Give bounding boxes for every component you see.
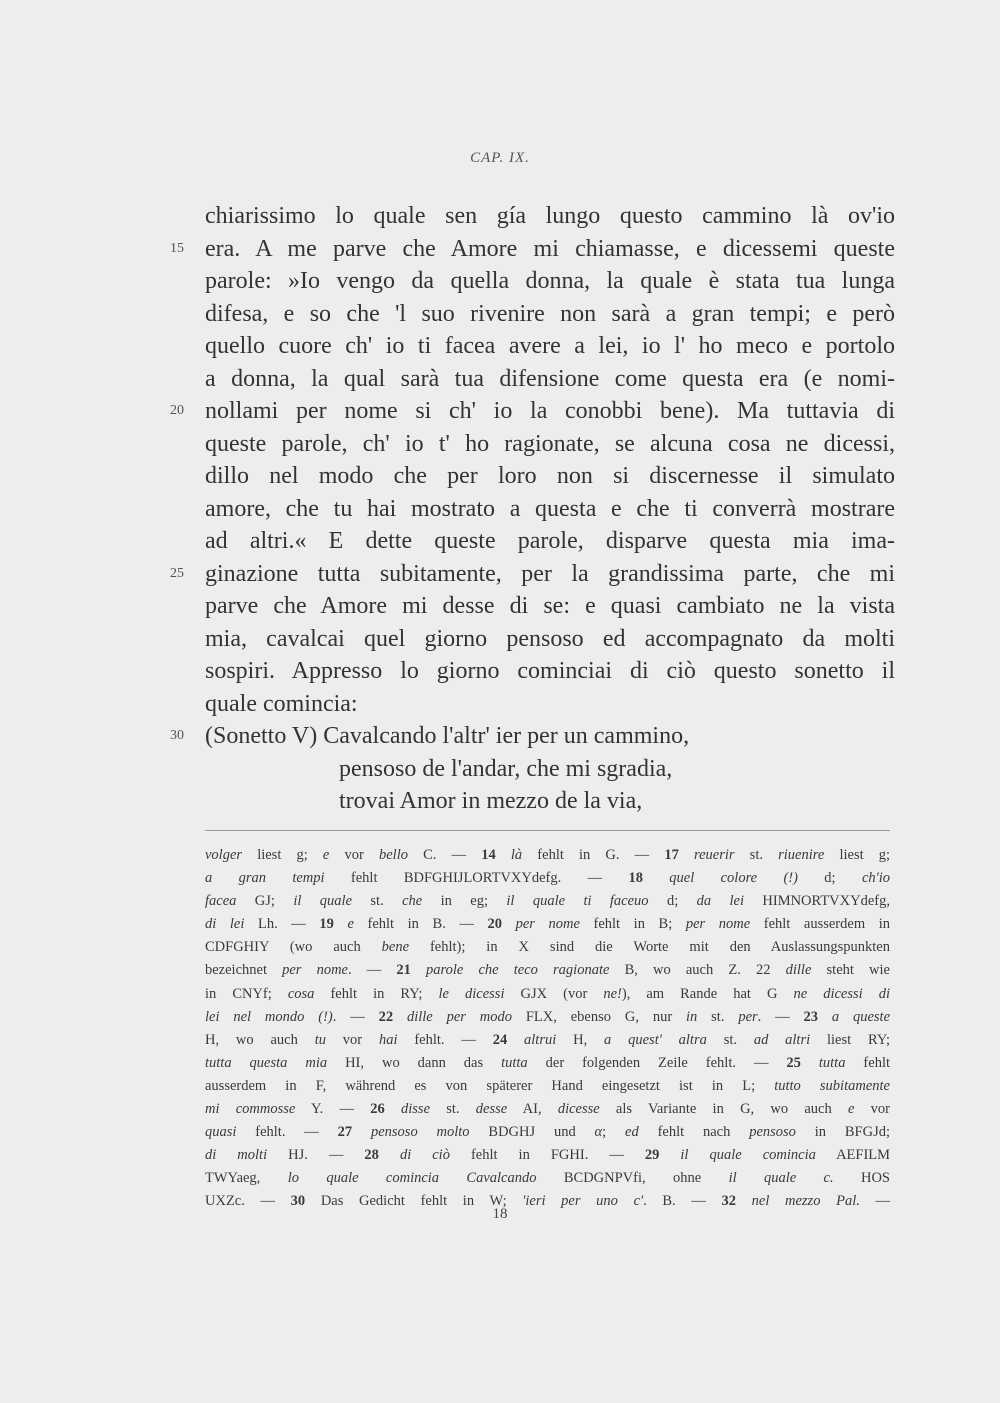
apparatus-line-ref: 28 — [364, 1147, 379, 1164]
apparatus-segment: HJ. — — [267, 1147, 365, 1164]
apparatus-segment — [411, 962, 426, 978]
apparatus-segment: e — [347, 916, 354, 933]
prose-line: queste parole, ch' io t' ho ragionate, se alcuna cosa ne dicessi, — [205, 430, 895, 457]
apparatus-segment: in CNYf; — [205, 985, 288, 1002]
apparatus-segment: lo quale comincia Cavalcando — [287, 1170, 537, 1187]
apparatus-line-ref: 22 — [378, 1008, 394, 1025]
apparatus-segment — [385, 1101, 401, 1117]
apparatus-segment: HOS — [833, 1170, 890, 1187]
apparatus-segment: dille — [785, 962, 812, 979]
apparatus-segment: st. — [352, 893, 403, 910]
apparatus-segment: st. — [697, 1008, 739, 1025]
apparatus-segment: dille per modo — [406, 1008, 512, 1025]
apparatus-segment: liest RY; — [810, 1031, 891, 1048]
prose-line — [170, 558, 895, 591]
apparatus-segment: fehlt in B. — — [353, 916, 488, 933]
apparatus-segment: BCDGNPVfi, ohne — [536, 1170, 729, 1187]
apparatus-segment: Y. — — [295, 1101, 371, 1118]
apparatus-line-ref: 27 — [337, 1124, 353, 1141]
apparatus-segment: d; — [648, 893, 697, 910]
apparatus-segment: quasi — [205, 1124, 237, 1141]
page-number: 18 — [492, 1206, 508, 1222]
apparatus-segment: . — — [348, 962, 397, 979]
apparatus-segment: in eg; — [422, 893, 507, 910]
apparatus-line-ref: 21 — [396, 962, 411, 979]
apparatus-segment: parole che teco ragionate — [426, 962, 610, 979]
apparatus-segment: TWYaeg, — [205, 1170, 288, 1187]
apparatus-segment: di ciò — [399, 1147, 450, 1164]
apparatus-line — [205, 867, 890, 890]
apparatus-segment: nel mezzo Pal. — [751, 1193, 860, 1210]
prose-line-text: era. A me parve che Amore mi chiamasse, e dicessemi queste — [205, 235, 895, 262]
prose-line: ad altri.« E dette queste parole, disparve questa mia ima- — [205, 528, 895, 554]
prose-line: mia, cavalcai quel giorno pensoso ed accompagnato da molti — [205, 625, 895, 652]
apparatus-line — [205, 1029, 890, 1052]
apparatus-segment — [659, 1147, 680, 1163]
apparatus-segment: steht wie — [811, 962, 890, 979]
apparatus-segment: desse — [475, 1101, 508, 1118]
apparatus-line-ref: 30 — [290, 1193, 306, 1210]
apparatus-segment: fehlt in FGHI. — — [449, 1147, 645, 1164]
footnote-separator — [205, 830, 890, 831]
apparatus-segment: volger — [205, 847, 243, 863]
prose-line: difesa, e so che 'l suo rivenire non sarà a gran tempi; e però — [205, 300, 895, 327]
apparatus-segment: der folgenden Zeile fehlt. — — [527, 1054, 787, 1071]
apparatus-segment: . — — [757, 1008, 804, 1025]
apparatus-line — [205, 913, 890, 936]
apparatus-line — [205, 983, 890, 1006]
apparatus-segment: ne dicessi di — [793, 985, 890, 1002]
apparatus-segment: vor — [325, 1031, 379, 1048]
prose-line: sospiri. Appresso lo giorno cominciai di ciò questo sonetto il — [205, 658, 895, 684]
apparatus-segment — [643, 870, 669, 886]
apparatus-segment: per nome — [685, 916, 751, 933]
apparatus-segment: ed — [625, 1124, 639, 1141]
apparatus-line — [205, 1098, 890, 1121]
apparatus-segment: in — [686, 1008, 698, 1025]
apparatus-segment: α — [594, 1124, 603, 1141]
apparatus-segment: CDFGHIY (wo auch — [205, 939, 382, 956]
apparatus-segment: a gran tempi — [205, 870, 325, 887]
apparatus-line-ref: 26 — [370, 1101, 385, 1118]
apparatus-line-ref: 29 — [644, 1147, 660, 1164]
apparatus-line-ref: 24 — [492, 1031, 508, 1048]
apparatus-segment: che — [402, 893, 423, 910]
apparatus-segment: st. — [706, 1031, 754, 1048]
apparatus-segment: tutta questa mia — [205, 1054, 328, 1071]
apparatus-line — [205, 844, 890, 867]
apparatus-segment: bello — [378, 847, 408, 863]
apparatus-segment: UXZc. — — [205, 1193, 291, 1210]
apparatus-segment: dicesse — [557, 1101, 600, 1118]
apparatus-segment: disse — [401, 1101, 430, 1118]
apparatus-segment: riuenire — [778, 847, 825, 863]
apparatus-segment: ne! — [603, 985, 622, 1002]
apparatus-segment: st. — [430, 1101, 476, 1118]
apparatus-line-ref: 32 — [721, 1193, 736, 1210]
apparatus-line — [205, 1121, 890, 1144]
sonnet-label: (Sonetto V) — [205, 723, 318, 749]
apparatus-segment: e — [847, 1101, 855, 1118]
apparatus-segment: fehlt BDFGHIJLORTVXYdefg. — — [324, 870, 629, 887]
verse-line: trovai Amor in mezzo de la via, — [339, 788, 643, 814]
apparatus-segment: ), am Rande hat G — [621, 985, 794, 1002]
apparatus-segment: là — [510, 847, 523, 863]
apparatus-segment: 'ieri per uno c' — [522, 1193, 644, 1210]
prose-line — [170, 233, 895, 266]
apparatus-segment: vor — [854, 1101, 890, 1118]
apparatus-segment: . — — [332, 1008, 379, 1025]
apparatus-segment: Das Gedicht fehlt in W; — [305, 1193, 523, 1210]
prose-line: quale comincia: — [205, 690, 358, 717]
apparatus-segment: ch'io — [861, 870, 891, 887]
apparatus-segment: B, wo auch Z. 22 — [609, 962, 786, 979]
apparatus-segment: fehlt nach — [638, 1124, 750, 1141]
apparatus-segment: C. — — [407, 847, 482, 863]
apparatus-segment: st. — [734, 847, 779, 863]
apparatus-segment — [801, 1055, 819, 1071]
apparatus-segment: AEFILM — [815, 1147, 891, 1164]
apparatus-line-ref: 20 — [487, 916, 502, 933]
apparatus-segment: in BFGJd; — [795, 1124, 890, 1141]
apparatus-segment: le dicessi — [438, 985, 505, 1002]
prose-line-text: ginazione tutta subitamente, per la grandissima parte, che mi — [205, 560, 895, 587]
apparatus-segment: il quale comincia — [680, 1147, 816, 1164]
apparatus-line — [205, 1052, 890, 1075]
prose-line: parve che Amore mi desse di se: e quasi cambiato ne la vista — [205, 593, 895, 619]
apparatus-segment: di lei — [205, 916, 245, 933]
apparatus-segment: tutto subitamente — [774, 1077, 890, 1094]
apparatus-segment: AI, — [507, 1101, 558, 1118]
apparatus-line — [205, 1167, 890, 1190]
apparatus-line — [205, 1006, 890, 1029]
apparatus-segment — [334, 916, 348, 932]
apparatus-line — [205, 890, 890, 913]
apparatus-segment: a quest' altra — [604, 1031, 707, 1048]
apparatus-segment: fehlt — [845, 1054, 890, 1071]
apparatus-segment: liest g; — [824, 847, 891, 863]
line-number: 25 — [170, 565, 184, 581]
apparatus-segment: pensoso molto — [370, 1124, 470, 1141]
apparatus-segment: Lh. — — [244, 916, 320, 933]
verse-line — [170, 720, 895, 753]
apparatus-segment: fehlt. — — [397, 1031, 493, 1048]
prose-line: chiarissimo lo quale sen gía lungo questo cammino là ov'io — [205, 203, 895, 229]
apparatus-segment: per — [738, 1008, 758, 1025]
apparatus-line — [205, 1144, 890, 1167]
apparatus-segment: bezeichnet — [205, 962, 283, 979]
apparatus-segment: vor — [329, 847, 379, 863]
apparatus-segment: il quale — [293, 893, 353, 910]
apparatus-segment: GJX (vor — [504, 985, 604, 1002]
apparatus-segment: di molti — [205, 1147, 268, 1164]
apparatus-segment: fehlt ausserdem in — [750, 916, 890, 933]
apparatus-segment: ausserdem in F, während es von späterer Hand eingesetzt ist in L; — [205, 1077, 775, 1094]
apparatus-segment: e — [322, 847, 330, 863]
apparatus-segment: da lei — [696, 893, 744, 910]
apparatus-segment: per nome — [282, 962, 348, 979]
verse-line: pensoso de l'andar, che mi sgradia, — [339, 755, 673, 782]
apparatus-segment — [507, 1032, 524, 1048]
apparatus-segment: fehlt in B; — [579, 916, 686, 933]
apparatus-segment — [393, 1009, 407, 1025]
apparatus-segment — [818, 1009, 832, 1025]
apparatus-segment: FLX, ebenso G, nur — [512, 1008, 687, 1025]
apparatus-line-ref: 19 — [319, 916, 334, 933]
apparatus-segment: GJ; — [236, 893, 294, 910]
prose-line: a donna, la qual sarà tua difensione come questa era (e nomi- — [205, 365, 895, 392]
apparatus-segment: tutta — [501, 1054, 528, 1071]
apparatus-segment: liest g; — [242, 847, 323, 863]
critical-apparatus — [205, 844, 890, 1214]
prose-line: parole: »Io vengo da quella donna, la quale è stata tua lunga — [205, 268, 895, 294]
apparatus-segment: il quale ti faceuo — [506, 893, 649, 910]
apparatus-segment: reuerir — [693, 847, 735, 863]
apparatus-segment: cosa — [287, 985, 315, 1002]
apparatus-segment: pensoso — [749, 1124, 796, 1141]
apparatus-segment: il quale c. — [728, 1170, 834, 1187]
apparatus-segment: — — [859, 1193, 891, 1210]
apparatus-segment: fehlt. — — [236, 1124, 338, 1141]
apparatus-line — [205, 959, 890, 982]
apparatus-segment — [496, 847, 511, 863]
apparatus-segment: tu — [314, 1031, 326, 1048]
apparatus-segment: fehlt in G. — — [522, 847, 665, 863]
apparatus-line-ref: 14 — [481, 847, 496, 863]
prose-line: amore, che tu hai mostrato a questa e che ti converrà mostrare — [205, 495, 895, 522]
apparatus-segment: BDGHJ und — [469, 1124, 595, 1141]
apparatus-segment: . B. — — [643, 1193, 722, 1210]
apparatus-segment: bene — [381, 939, 410, 956]
apparatus-segment: ad altri — [753, 1031, 811, 1048]
apparatus-segment: ; — [602, 1124, 626, 1141]
apparatus-line-ref: 23 — [803, 1008, 818, 1025]
apparatus-line-ref: 18 — [628, 870, 643, 887]
apparatus-segment: fehlt in RY; — [314, 985, 439, 1002]
apparatus-segment: a queste — [831, 1008, 891, 1025]
apparatus-segment: facea — [205, 893, 237, 910]
apparatus-segment: lei nel mondo (!) — [205, 1008, 333, 1025]
line-number: 30 — [170, 728, 184, 743]
line-number: 20 — [170, 403, 184, 418]
apparatus-segment: quel colore (!) — [669, 870, 798, 887]
main-text — [170, 200, 895, 818]
apparatus-segment: H, wo auch — [205, 1031, 315, 1048]
prose-line-text: nollami per nome si ch' io la conobbi bene). Ma tuttavia di — [205, 398, 895, 424]
apparatus-line-ref: 17 — [664, 847, 679, 863]
apparatus-segment: fehlt); in X sind die Worte mit den Auslassungspunkten — [409, 939, 890, 956]
apparatus-segment: hai — [378, 1031, 398, 1048]
running-header: CAP. IX. — [470, 150, 530, 166]
apparatus-segment: als Variante in G, wo auch — [599, 1101, 848, 1118]
apparatus-segment: tutta — [818, 1054, 846, 1071]
apparatus-segment: d; — [797, 870, 862, 887]
apparatus-segment — [502, 916, 516, 932]
apparatus-line — [205, 1075, 890, 1098]
apparatus-segment — [379, 1147, 400, 1163]
prose-line: quello cuore ch' io ti facea avere a lei, io l' ho meco e portolo — [205, 333, 895, 359]
apparatus-line-ref: 25 — [786, 1054, 801, 1071]
prose-line — [170, 395, 895, 428]
line-number: 15 — [170, 240, 184, 256]
apparatus-segment: altrui — [524, 1031, 557, 1048]
apparatus-segment: mi commosse — [205, 1101, 296, 1118]
apparatus-segment: HI, wo dann das — [327, 1054, 502, 1071]
apparatus-line — [205, 936, 890, 959]
verse-text: Cavalcando l'altr' ier per un cammino, — [323, 723, 690, 749]
apparatus-segment: H, — [556, 1031, 605, 1048]
apparatus-segment — [679, 847, 694, 863]
apparatus-segment — [352, 1124, 371, 1140]
apparatus-segment: HIMNORTVXYdefg, — [744, 893, 890, 910]
prose-line: dillo nel modo che per loro non si discernesse il simulato — [205, 463, 895, 489]
apparatus-segment: per nome — [515, 916, 580, 933]
